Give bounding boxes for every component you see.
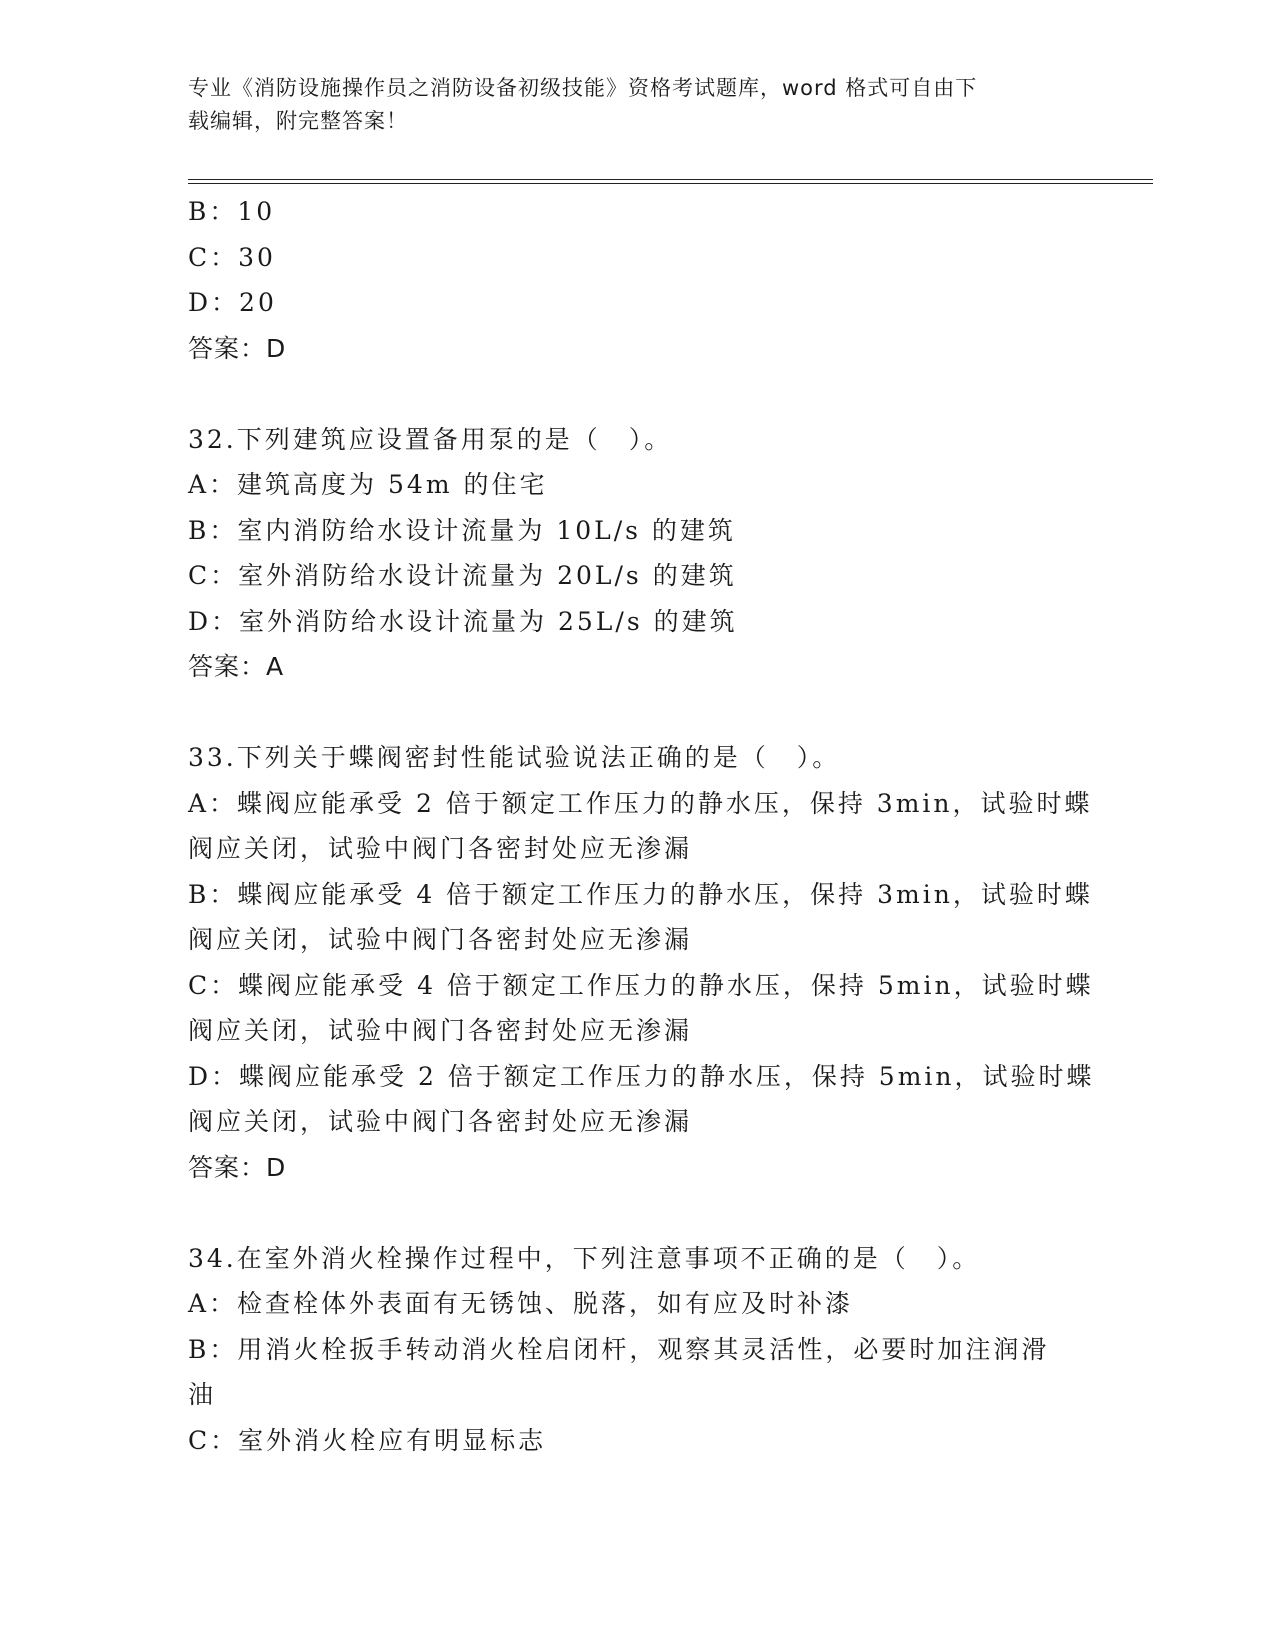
option-c-line-2: 阀应关闭，试验中阀门各密封处应无渗漏 xyxy=(188,1016,693,1045)
option-a: A：建筑高度为 54m 的住宅 xyxy=(188,470,548,499)
answer-label: 答案：A xyxy=(188,652,285,681)
header-line-1: 专业《消防设施操作员之消防设备初级技能》资格考试题库，word 格式可自由下 xyxy=(188,76,978,100)
option-b-line-1: B：蝶阀应能承受 4 倍于额定工作压力的静水压，保持 3min，试验时蝶 xyxy=(188,879,1093,909)
question-33 xyxy=(188,735,1095,1190)
header-divider-top xyxy=(188,179,1153,180)
option-a-line-1: A：蝶阀应能承受 2 倍于额定工作压力的静水压，保持 3min，试验时蝶 xyxy=(188,788,1093,818)
option-b: B：10 xyxy=(188,197,276,226)
option-d-line-2: 阀应关闭，试验中阀门各密封处应无渗漏 xyxy=(188,1107,693,1136)
header-line-2: 载编辑，附完整答案！ xyxy=(188,109,408,133)
option-d: D：室外消防给水设计流量为 25L/s 的建筑 xyxy=(188,606,738,636)
option-d: D：20 xyxy=(188,288,277,317)
spacer xyxy=(188,371,1088,417)
header-divider-bottom xyxy=(188,183,1153,184)
question-stem: 32.下列建筑应设置备用泵的是（ ）。 xyxy=(188,424,673,454)
question-list xyxy=(188,189,1095,1463)
option-c-line-1: C：蝶阀应能承受 4 倍于额定工作压力的静水压，保持 5min，试验时蝶 xyxy=(188,970,1094,1000)
option-c: C：30 xyxy=(188,242,276,272)
option-b-line-1: B：用消火栓扳手转动消火栓启闭杆，观察其灵活性，必要时加注润滑 xyxy=(188,1334,1050,1364)
option-b: B：室内消防给水设计流量为 10L/s 的建筑 xyxy=(188,515,736,545)
question-31 xyxy=(188,189,1088,371)
option-a: A：检查栓体外表面有无锈蚀、脱落，如有应及时补漆 xyxy=(188,1289,854,1318)
option-c: C：室外消防给水设计流量为 20L/s 的建筑 xyxy=(188,561,737,590)
option-d-line-1: D：蝶阀应能承受 2 倍于额定工作压力的静水压，保持 5min，试验时蝶 xyxy=(188,1061,1095,1091)
option-c: C：室外消火栓应有明显标志 xyxy=(188,1425,547,1455)
answer-label: 答案：D xyxy=(188,333,287,363)
question-34 xyxy=(188,1236,1088,1464)
spacer xyxy=(188,690,1088,736)
question-stem: 33.下列关于蝶阀密封性能试验说法正确的是（ ）。 xyxy=(188,743,841,772)
page-header xyxy=(188,72,1068,138)
option-b-line-2: 油 xyxy=(188,1380,217,1409)
question-stem: 34.在室外消火栓操作过程中，下列注意事项不正确的是（ ）。 xyxy=(188,1243,981,1273)
question-32 xyxy=(188,417,1088,690)
option-b-line-2: 阀应关闭，试验中阀门各密封处应无渗漏 xyxy=(188,925,693,954)
spacer xyxy=(188,1190,1088,1236)
option-a-line-2: 阀应关闭，试验中阀门各密封处应无渗漏 xyxy=(188,834,693,863)
answer-label: 答案：D xyxy=(188,1152,287,1182)
